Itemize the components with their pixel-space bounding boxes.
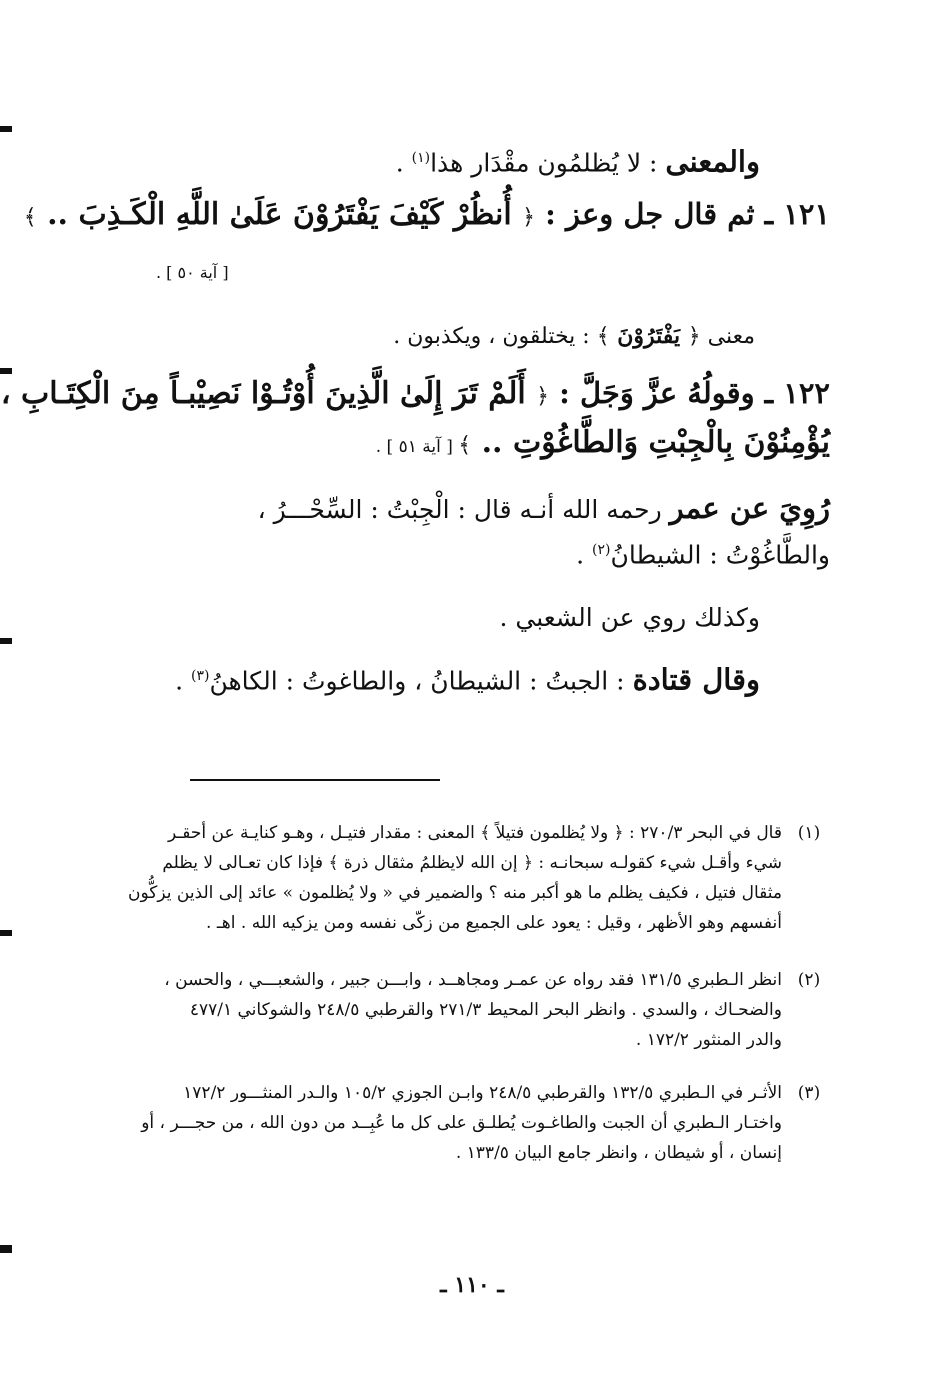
omar-narration-continued: والطَّاغُوْتُ : الشيطانُ$^{(٢)}$ . [576,540,830,570]
quran-close-ornament: ﴾ [23,205,37,230]
footnote-number: (٢) [797,970,821,990]
item-122-label: ١٢٢ ـ وقولُهُ عزَّ وَجَلَّ : [549,376,830,410]
footnote-line: قال في البحر ٢٧٠/٣ : ﴿ ولا يُظلمون فتيلاً ﴾ المعنى : مقدار فتيـل ، وهـو كنايـة عن أحقـر [167,823,782,843]
qatada-line: وقال قتادة : الجبتُ : الشيطانُ ، والطاغوتُ : الكاهنُ$^{(٣)}$ . [175,662,760,697]
quran-close-ornament: ﴾ [458,433,472,458]
footnote-number: (٣) [797,1083,821,1103]
narrator-name: رُوِيَ عن عمر [669,491,830,525]
footnote-line: شيء وأقـل شيء كقولـه سبحانـه : ﴿ إن الله لايظلمُ مثقال ذرة ﴾ فإذا كان تعـالى لا يظلم [162,853,782,873]
footnotes [70,0,830,1384]
footnote-line: والضحـاك ، والسدي . وانظر البحر المحيط ٢٧١/٣ والقرطبي ٢٤٨/٥ والشوكاني ٤٧٧/١ [189,1000,782,1020]
quran-open-ornament: ﴿ [536,384,550,409]
narrator-name: وقال قتادة [632,662,760,697]
footnote-ref: (٢) [592,542,611,558]
footnote-line: انظر الـطبري ١٣١/٥ فقد رواه عن عمـر ومجاهــد ، وابـــن جبير ، والشعبـــي ، والحسن ، [164,970,782,990]
omar-narration: رُوِيَ عن عمر رحمه الله أنـه قال : الْجِبْتُ : السِّحْـــرُ ، [257,491,830,525]
footnote-line: إنسان ، أو شيطان ، وانظر جامع البيان ١٣٣/٥ . [455,1143,782,1163]
footnote [70,818,830,942]
footnote [70,1078,830,1172]
quran-quote: أَلَمْ تَرَ إِلَىٰ الَّذِينَ أُوْتُـوْا نَصِيْبـاً مِنَ الْكِتَـابِ ، [0,376,537,411]
scan-edge-mark [0,638,12,644]
quran-word: يَفْتَرُوْنَ [609,323,688,349]
meaning-label: والمعنى [665,144,760,179]
verse-citation: [ آية ٥١ ] . [375,437,459,457]
quran-open-ornament: ﴿ [687,324,701,349]
footnote-line: الأثـر في الـطبري ١٣٢/٥ والقرطبي ٢٤٨/٥ وابـن الجوزي ١٠٥/٢ والـدر المنثـــور ١٧٢/٢ [183,1083,782,1103]
quran-quote: أُنظُرْ كَيْفَ يَفْتَرُوْنَ عَلَىٰ اللَّهِ الْكَـذِبَ .. [36,197,523,232]
footnote-number: (١) [797,823,821,843]
scan-edge-mark [0,930,12,936]
verse-citation: [ آية ٥٠ ] . [156,263,229,282]
meaning-text: : لا يُظلمُون مقْدَار هذا [430,148,666,178]
quran-quote: يُؤْمِنُوْنَ بِالْجِبْتِ وَالطَّاغُوْتِ .. [471,425,830,460]
footnote-line: مثقال فتيل ، فكيف يظلم ما هو أكبر منه ؟ والضمير في « ولا يُظلمون » عائد إلى الذين يزكُّون [128,883,782,903]
quran-open-ornament: ﴿ [522,205,536,230]
shaabi-line: وكذلك روي عن الشعبي . [499,603,760,632]
item-121-label: ١٢١ ـ ثم قال جل وعز : [535,197,830,231]
footnote-ref: (٣) [191,668,210,684]
quran-close-ornament: ﴾ [596,324,610,349]
page-number: ـ ١١٠ ـ [440,1272,504,1298]
meaning-121: معنى ﴿ يَفْتَرُوْنَ ﴾ : يختلقون ، ويكذبون . [393,323,755,349]
footnote-line: والدر المنثور ١٧٢/٢ . [635,1030,782,1050]
footnote [70,965,830,1059]
scan-edge-mark [0,126,12,132]
footnote-line: واختـار الـطبري أن الجبت والطاغـوت يُطلـق على كل ما عُبِــد من دون الله ، من حجـــر ، أو [141,1113,782,1133]
footnote-line: أنفسهم وهو الأظهر ، وقيل : يعود على الجميع من زكّى نفسه ومن يزكيه الله . اهـ . [206,913,782,933]
footnote-ref: (١) [411,150,431,166]
meaning-line: والمعنى : لا يُظلمُون مقْدَار هذا$^{(١)}$ . [395,144,760,179]
scan-edge-mark [0,1245,12,1253]
